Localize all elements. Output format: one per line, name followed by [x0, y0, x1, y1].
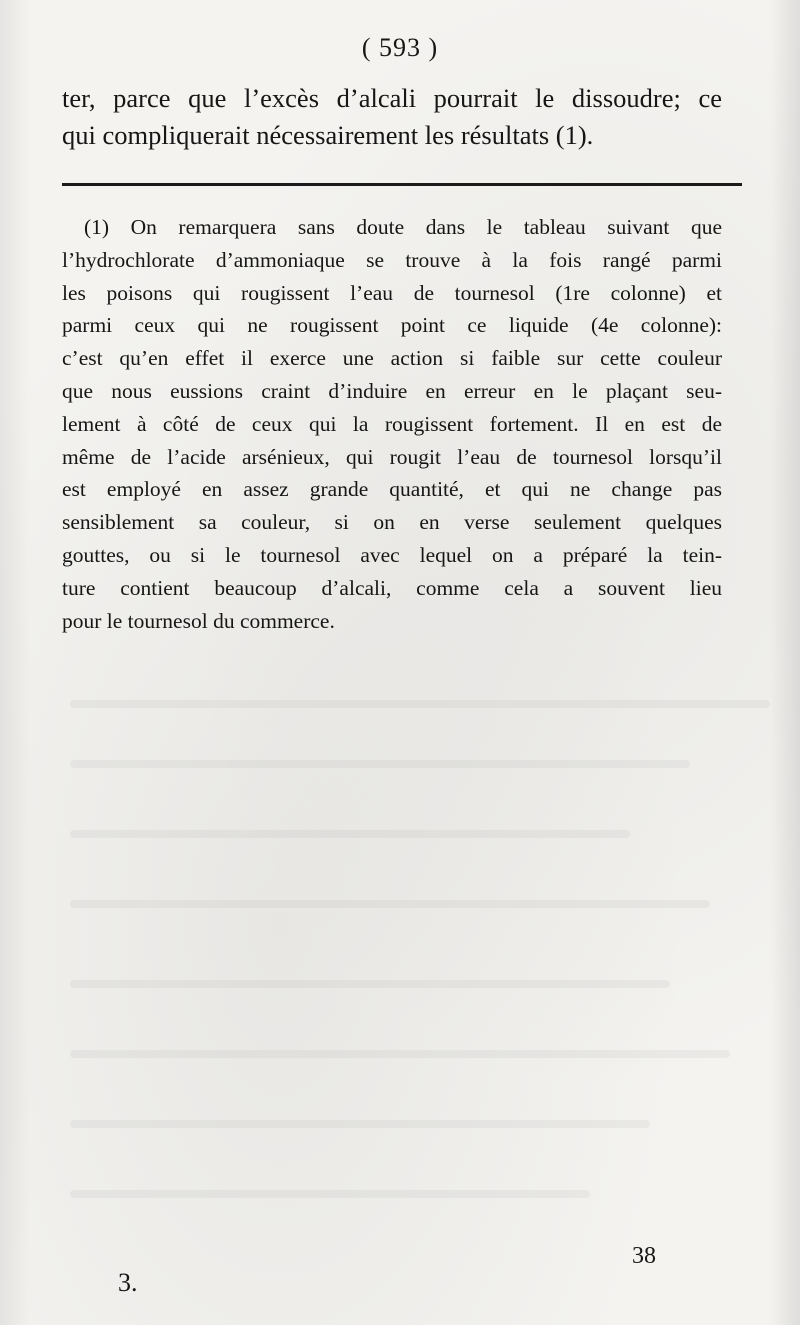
main-text: [62, 80, 722, 154]
footnote-line: même de l’acide arsénieux, qui rougit l’eau de tournesol lorsqu’il: [62, 444, 722, 469]
bleed-through-shadow: [70, 900, 710, 908]
bleed-through-shadow: [70, 1050, 730, 1058]
footnote-separator-rule: [62, 183, 742, 186]
bleed-through-shadow: [70, 700, 770, 708]
footnote-line: (1) On remarquera sans doute dans le tableau suivant que: [84, 215, 722, 239]
bleed-through-shadow: [70, 1190, 590, 1198]
main-text-line: ter, parce que l’excès d’alcali pourrait le dissoudre; ce: [62, 83, 722, 113]
folio-number: 38: [632, 1243, 656, 1269]
bleed-through-shadow: [70, 1120, 650, 1128]
footnote-line: l’hydrochlorate d’ammoniaque se trouve à la fois rangé parmi: [62, 247, 722, 272]
footnote-line: sensiblement sa couleur, si on en verse seulement quelques: [62, 510, 722, 535]
footnote-line: ture contient beaucoup d’alcali, comme cela a souvent lieu: [62, 575, 722, 600]
main-text-line: qui compliquerait nécessairement les résultats (1).: [62, 120, 594, 150]
bleed-through-shadow: [70, 760, 690, 768]
signature-mark: 3.: [118, 1268, 138, 1297]
footnote: [62, 211, 722, 637]
footnote-line: parmi ceux qui ne rougissent point ce liquide (4e colonne):: [62, 313, 722, 338]
footnote-line: lement à côté de ceux qui la rougissent fortement. Il en est de: [62, 411, 722, 436]
footnote-line: est employé en assez grande quantité, et qui ne change pas: [62, 477, 722, 502]
footnote-line: les poisons qui rougissent l’eau de tournesol (1re colonne) et: [62, 280, 722, 305]
footnote-line: pour le tournesol du commerce.: [62, 608, 335, 633]
footnote-line: c’est qu’en effet il exerce une action si faible sur cette couleur: [62, 346, 722, 371]
bleed-through-shadow: [70, 980, 670, 988]
footnote-line: que nous eussions craint d’induire en erreur en le plaçant seu-: [62, 378, 722, 403]
bleed-through-shadow: [70, 830, 630, 838]
page-number: ( 593 ): [361, 33, 439, 62]
footnote-line: gouttes, ou si le tournesol avec lequel on a préparé la tein-: [62, 542, 722, 567]
